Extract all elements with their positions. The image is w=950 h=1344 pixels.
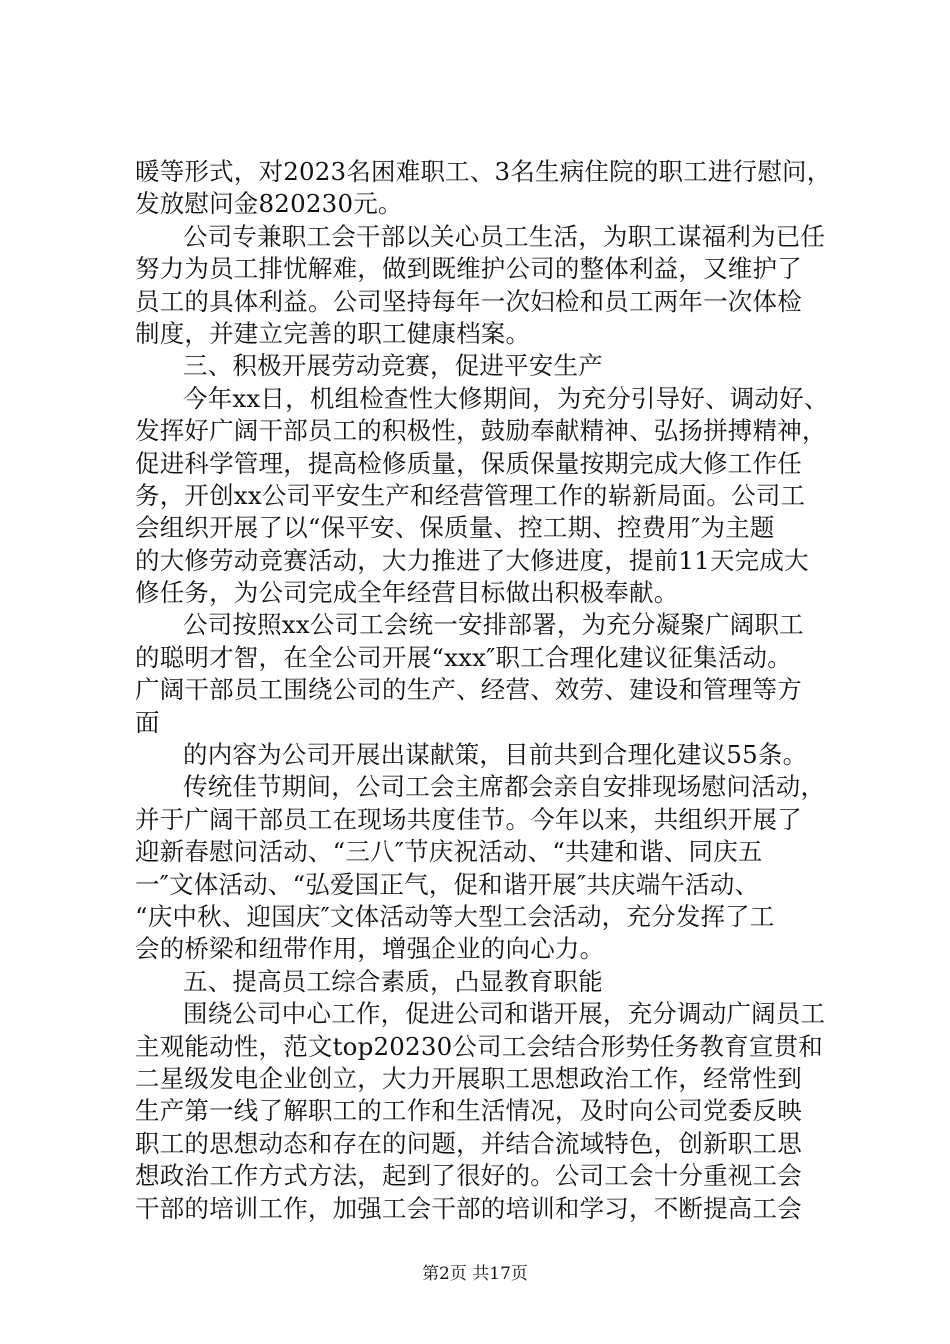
text-line: 并于广阔干部员工在现场共度佳节。今年以来，共组织开展了	[135, 804, 802, 834]
text-line: 会的桥梁和纽带作用，增强企业的向心力。	[135, 934, 605, 964]
text-line: 围绕公司中心工作，促进公司和谐开展，充分调动广阔员工	[183, 999, 826, 1029]
text-line: 暖等形式，对2023名困难职工、3名生病住院的职工进行慰问，	[135, 157, 832, 186]
text-line: “庆中秋、迎国庆″文体活动等大型工会活动，充分发挥了工	[135, 901, 775, 931]
text-line: 的聪明才智，在全公司开展“xxx″职工合理化建议征集活动。	[135, 642, 792, 672]
text-line: 职工的思想动态和存在的问题，并结合流域特色，创新职工思	[135, 1128, 802, 1158]
text-line: 干部的培训工作，加强工会干部的培训和学习，不断提高工会	[135, 1193, 802, 1223]
text-line: 发放慰问金820230元。	[135, 189, 403, 219]
text-line: 三、积极开展劳动竞赛，促进平安生产	[183, 351, 603, 381]
text-line: 今年xx日，机组检查性大修期间，为充分引导好、调动好、	[183, 383, 829, 413]
text-line: 公司专兼职工会干部以关心员工生活，为职工谋福利为已任	[183, 221, 826, 251]
page-footer: 第2页 共17页	[422, 1264, 528, 1284]
text-line: 迎新春慰问活动、“三八″节庆祝活动、“共建和谐、同庆五	[135, 837, 763, 867]
text-line: 员工的具体利益。公司坚持每年一次妇检和员工两年一次体检	[135, 286, 802, 316]
text-line: 努力为员工排忧解难，做到既维护公司的整体利益，又维护了	[135, 254, 802, 284]
text-line: 的内容为公司开展出谋献策，目前共到合理化建议55条。	[183, 740, 808, 770]
text-line: 二星级发电企业创立，大力开展职工思想政治工作，经常性到	[135, 1063, 802, 1093]
text-line: 务，开创xx公司平安生产和经营管理工作的崭新局面。公司工	[135, 480, 806, 510]
document-body	[135, 156, 835, 1225]
text-line: 的大修劳动竞赛活动，大力推进了大修进度，提前11天完成大	[135, 545, 809, 575]
text-line: 主观能动性，范文top20230公司工会结合形势任务教育宣贯和	[135, 1031, 823, 1061]
text-line: 制度，并建立完善的职工健康档案。	[135, 318, 531, 348]
text-line: 想政治工作方式方法，起到了很好的。公司工会十分重视工会	[135, 1161, 802, 1191]
text-line: 广阔干部员工围绕公司的生产、经营、效劳、建设和管理等方	[135, 675, 802, 705]
text-line: 会组织开展了以“保平安、保质量、控工期、控费用″为主题	[135, 513, 775, 543]
text-line: 一″文体活动、“弘爱国正气，促和谐开展″共庆端午活动、	[135, 869, 760, 899]
text-line: 修任务，为公司完成全年经营目标做出积极奉献。	[135, 578, 679, 608]
text-line: 生产第一线了解职工的工作和生活情况，及时向公司党委反映	[135, 1096, 802, 1126]
text-line: 五、提高员工综合素质，凸显教育职能	[183, 966, 603, 996]
text-line: 促进科学管理，提高检修质量，保质保量按期完成大修工作任	[135, 448, 802, 478]
text-line: 面	[135, 707, 160, 737]
text-line: 传统佳节期间，公司工会主席都会亲自安排现场慰问活动，	[183, 772, 826, 802]
text-line: 公司按照xx公司工会统一安排部署，为充分凝聚广阔职工	[183, 610, 804, 640]
text-line: 发挥好广阔干部员工的积极性，鼓励奉献精神、弘扬拼搏精神，	[135, 416, 827, 446]
